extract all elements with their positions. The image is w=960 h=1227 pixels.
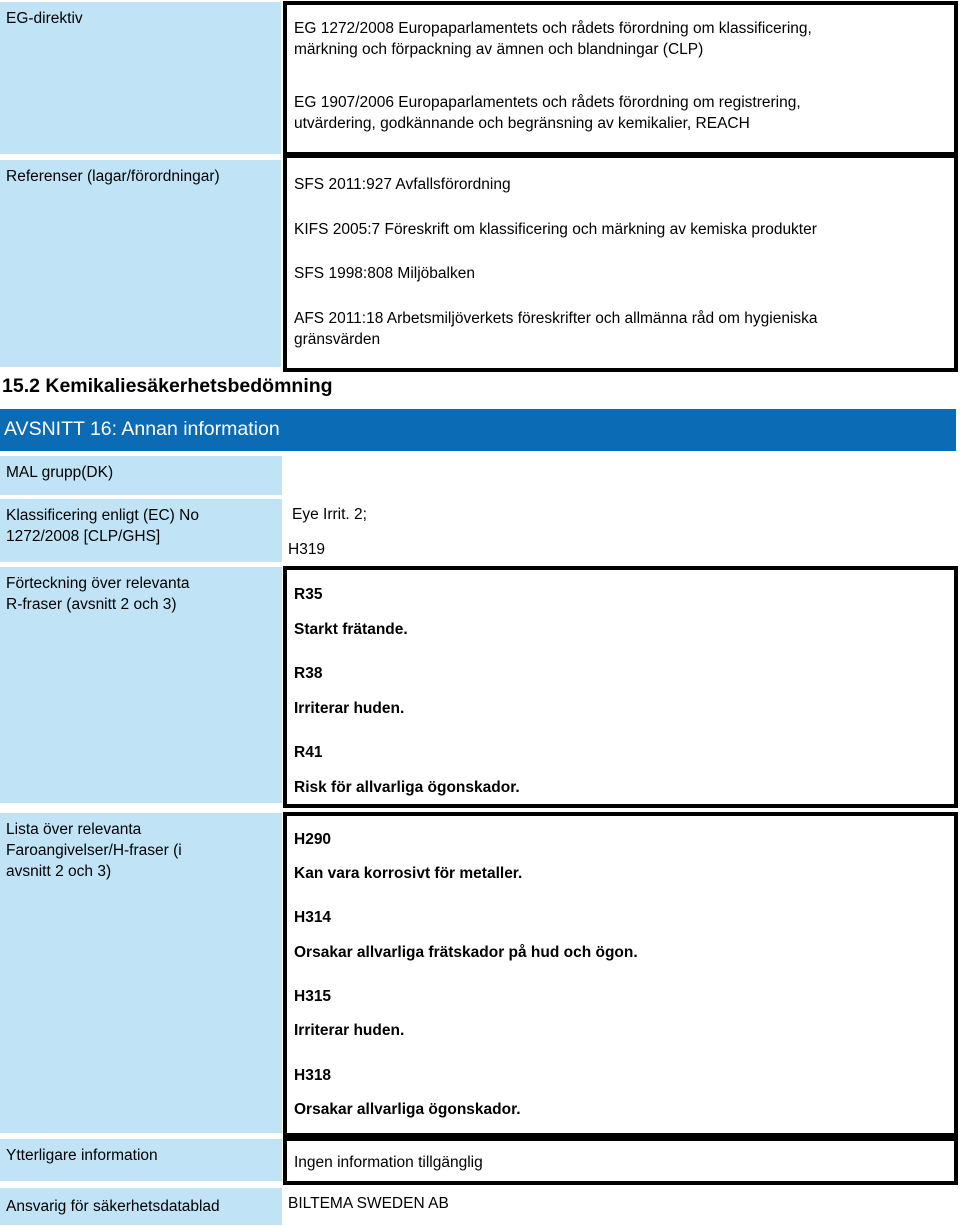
h-phrase-text-h314: Orsakar allvarliga frätskador på hud och ögon. bbox=[294, 944, 638, 961]
eg-item-1907-line2: utvärdering, godkännande och begränsning av kemikalier, REACH bbox=[294, 115, 750, 132]
h-phrase-text-h315: Irriterar huden. bbox=[294, 1022, 405, 1039]
classification-label-cell bbox=[0, 499, 282, 562]
classification-label-line2: 1272/2008 [CLP/GHS] bbox=[6, 528, 161, 545]
r-phrases-label-line2: R-fraser (avsnitt 2 och 3) bbox=[6, 596, 177, 613]
reference-kifs-2005-7: KIFS 2005:7 Föreskrift om klassificering och märkning av kemiska produkter bbox=[294, 221, 817, 238]
h-phrases-label-line1: Lista över relevanta bbox=[6, 821, 142, 838]
h-phrase-code-h315: H315 bbox=[294, 988, 332, 1005]
r-phrase-text-r41: Risk för allvarliga ögonskador. bbox=[294, 779, 520, 796]
further-info-label: Ytterligare information bbox=[6, 1147, 158, 1164]
r-phrase-code-r41: R41 bbox=[294, 744, 323, 761]
references-label-cell bbox=[0, 160, 281, 367]
h-phrase-code-h318: H318 bbox=[294, 1067, 332, 1084]
h-phrase-text-h290: Kan vara korrosivt för metaller. bbox=[294, 865, 523, 882]
reference-sfs-2011-927: SFS 2011:927 Avfallsförordning bbox=[294, 176, 511, 193]
r-phrase-text-r38: Irriterar huden. bbox=[294, 700, 405, 717]
responsible-label-cell bbox=[0, 1188, 282, 1225]
h-phrase-code-h314: H314 bbox=[294, 909, 332, 926]
classification-value-h319: H319 bbox=[288, 541, 326, 558]
eg-directive-label: EG-direktiv bbox=[6, 10, 83, 27]
r-phrase-text-r35: Starkt frätande. bbox=[294, 621, 408, 638]
responsible-value: BILTEMA SWEDEN AB bbox=[288, 1195, 449, 1212]
h-phrase-text-h318: Orsakar allvarliga ögonskador. bbox=[294, 1101, 521, 1118]
responsible-label: Ansvarig för säkerhetsdatablad bbox=[6, 1198, 220, 1215]
further-info-label-cell bbox=[0, 1139, 282, 1181]
reference-sfs-1998-808: SFS 1998:808 Miljöbalken bbox=[294, 265, 475, 282]
r-phrases-label-line1: Förteckning över relevanta bbox=[6, 575, 190, 592]
eg-directive-label-cell bbox=[0, 2, 281, 154]
r-phrases-value-cell bbox=[283, 566, 958, 808]
h-phrase-code-h290: H290 bbox=[294, 831, 332, 848]
r-phrase-code-r35: R35 bbox=[294, 586, 323, 603]
subsection-15-2-heading: 15.2 Kemikaliesäkerhetsbedömning bbox=[2, 375, 333, 397]
r-phrases-label-cell bbox=[0, 567, 282, 803]
section-16-title: AVSNITT 16: Annan information bbox=[0, 409, 956, 451]
mal-group-label: MAL grupp(DK) bbox=[6, 464, 114, 481]
h-phrases-label-line2: Faroangivelser/H-fraser (i bbox=[6, 842, 182, 859]
eg-item-1907-line1: EG 1907/2006 Europaparlamentets och rådets förordning om registrering, bbox=[294, 94, 801, 111]
references-label: Referenser (lagar/förordningar) bbox=[6, 168, 220, 185]
reference-afs-2011-18-line1: AFS 2011:18 Arbetsmiljöverkets föreskrifter och allmänna råd om hygieniska bbox=[294, 310, 818, 327]
further-info-value: Ingen information tillgänglig bbox=[294, 1154, 483, 1171]
eg-item-1272-line1: EG 1272/2008 Europaparlamentets och rådets förordning om klassificering, bbox=[294, 20, 812, 37]
r-phrase-code-r38: R38 bbox=[294, 665, 323, 682]
classification-value-eye-irrit: Eye Irrit. 2; bbox=[292, 506, 367, 523]
reference-afs-2011-18-line2: gränsvärden bbox=[294, 331, 381, 348]
h-phrases-label-cell bbox=[0, 813, 282, 1133]
mal-group-label-cell bbox=[0, 456, 282, 495]
eg-item-1272-line2: märkning och förpackning av ämnen och blandningar (CLP) bbox=[294, 41, 704, 58]
classification-label-line1: Klassificering enligt (EC) No bbox=[6, 507, 199, 524]
h-phrases-label-line3: avsnitt 2 och 3) bbox=[6, 863, 112, 880]
h-phrases-value-cell bbox=[283, 812, 958, 1137]
